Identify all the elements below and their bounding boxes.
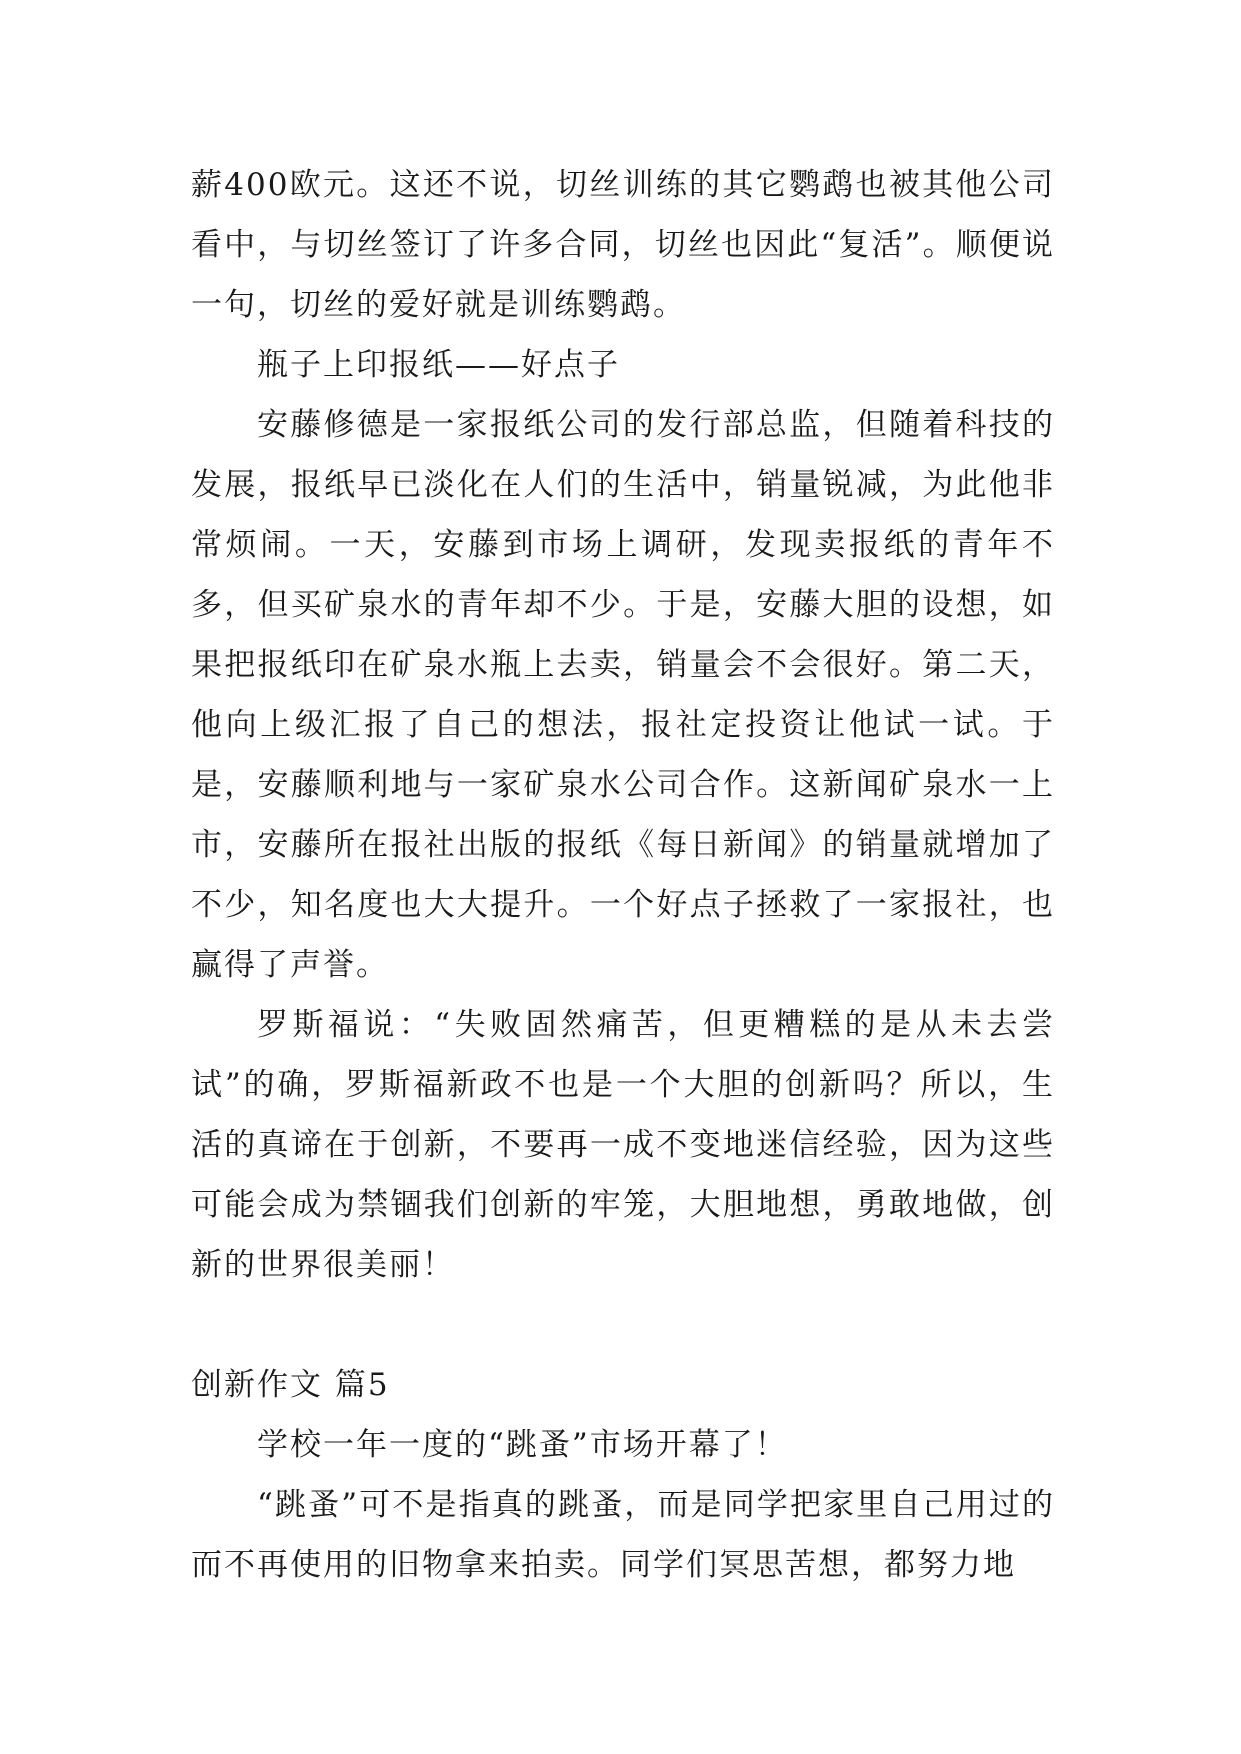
paragraph-ando-story: 安藤修德是一家报纸公司的发行部总监，但随着科技的发展，报纸早已淡化在人们的生活中，销量锐减，为此他非常烦闹。一天，安藤到市场上调研，发现卖报纸的青年不多，但买矿泉水的青年却不少。于是，安藤大胆的设想，如果把报纸印在矿泉水瓶上去卖，销量会不会很好。第二天，他向上级汇报了自己的想法，报社定投资让他试一试。于是，安藤顺利地与一家矿泉水公司合作。这新闻矿泉水一上市，安藤所在报社出版的报纸《每日新闻》的销量就增加了不少，知名度也大大提升。一个好点子拯救了一家报社，也赢得了声誉。 — [191, 407, 1055, 983]
paragraph-flea-market-explanation: “跳蚤”可不是指真的跳蚤，而是同学把家里自己用过的而不再使用的旧物拿来拍卖。同学们冥思苦想，都努力地 — [191, 1487, 1055, 1583]
paragraph-roosevelt-quote: 罗斯福说：“失败固然痛苦，但更糟糕的是从未去尝试”的确，罗斯福新政不也是一个大胆的创新吗？所以，生活的真谛在于创新，不要再一成不变地迷信经验，因为这些可能会成为禁锢我们创新的牢笼，大胆地想，勇敢地做，创新的世界很美丽！ — [191, 1007, 1055, 1283]
paragraph-subtitle-bottle-newspaper: 瓶子上印报纸——好点子 — [257, 347, 620, 383]
paragraph-parrot-ending: 薪400欧元。这还不说，切丝训练的其它鹦鹉也被其他公司看中，与切丝签订了许多合同，切丝也因此“复活”。顺便说一句，切丝的爱好就是训练鹦鹉。 — [191, 167, 1055, 323]
document-body — [191, 155, 1055, 1595]
section-heading: 创新作文 篇5 — [191, 1367, 390, 1403]
paragraph-flea-market-opening: 学校一年一度的“跳蚤”市场开幕了！ — [257, 1427, 788, 1463]
